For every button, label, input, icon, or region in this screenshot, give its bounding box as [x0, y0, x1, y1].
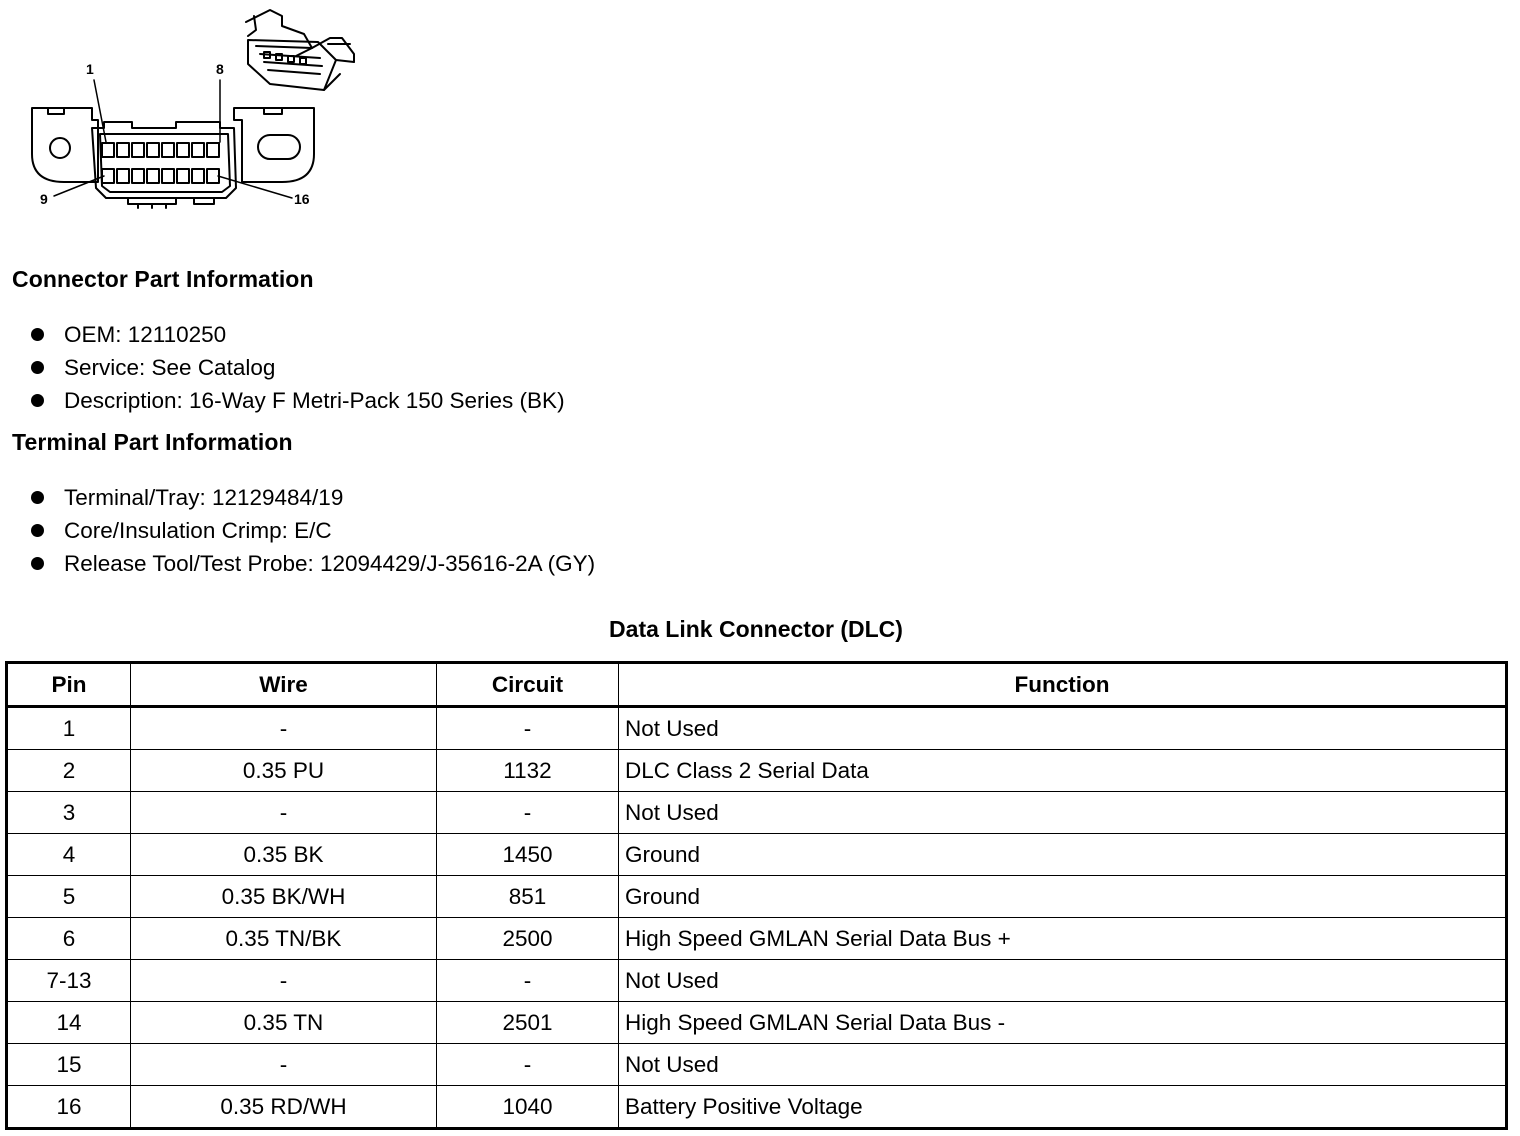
- cell-circuit: 1132: [437, 750, 619, 792]
- table-row: [7, 707, 1507, 750]
- list-item: [28, 351, 565, 384]
- cell-wire: 0.35 BK: [131, 834, 437, 876]
- bullet-icon: [31, 491, 44, 504]
- list-item: [28, 384, 565, 417]
- table-header-row: [7, 663, 1507, 707]
- table-row: [7, 792, 1507, 834]
- table-row: [7, 960, 1507, 1002]
- cell-pin: 14: [7, 1002, 131, 1044]
- pin-callout-8: 8: [216, 61, 224, 77]
- cell-pin: 15: [7, 1044, 131, 1086]
- terminal-part-info-list: [28, 481, 595, 580]
- cell-circuit: -: [437, 792, 619, 834]
- cell-wire: 0.35 RD/WH: [131, 1086, 437, 1129]
- connector-3d-view-icon: [246, 10, 354, 90]
- table-row: [7, 1044, 1507, 1086]
- bullet-icon: [31, 394, 44, 407]
- pin-cavities-bottom-row: [102, 169, 219, 183]
- column-header-wire: Wire: [131, 663, 437, 707]
- terminal-release-tool: Release Tool/Test Probe: 12094429/J-35616-2A (GY): [64, 551, 596, 576]
- cell-function: Not Used: [619, 792, 1507, 834]
- cell-wire: 0.35 TN: [131, 1002, 437, 1044]
- table-row: [7, 1086, 1507, 1129]
- cell-circuit: 1040: [437, 1086, 619, 1129]
- cell-function: High Speed GMLAN Serial Data Bus +: [619, 918, 1507, 960]
- cell-pin: 2: [7, 750, 131, 792]
- list-item: [28, 547, 595, 580]
- bullet-icon: [31, 557, 44, 570]
- connector-diagram: [20, 4, 380, 218]
- list-item: [28, 318, 565, 351]
- table-row: [7, 750, 1507, 792]
- cell-wire: 0.35 PU: [131, 750, 437, 792]
- pin-callout-1: 1: [86, 61, 94, 77]
- cell-wire: -: [131, 960, 437, 1002]
- table-title: Data Link Connector (DLC): [609, 616, 903, 642]
- pin-callout-9: 9: [40, 191, 48, 207]
- bullet-icon: [31, 361, 44, 374]
- connector-description: Description: 16-Way F Metri-Pack 150 Series (BK): [64, 388, 565, 413]
- table-row: [7, 834, 1507, 876]
- dlc-pinout-table: [5, 661, 1508, 1130]
- cell-function: Battery Positive Voltage: [619, 1086, 1507, 1129]
- table-row: [7, 876, 1507, 918]
- terminal-tray: Terminal/Tray: 12129484/19: [64, 485, 344, 510]
- cell-circuit: -: [437, 1044, 619, 1086]
- pin-cavities-top-row: [102, 143, 219, 157]
- column-header-function: Function: [619, 663, 1507, 707]
- cell-circuit: 2501: [437, 1002, 619, 1044]
- cell-function: Ground: [619, 834, 1507, 876]
- cell-pin: 6: [7, 918, 131, 960]
- cell-circuit: 2500: [437, 918, 619, 960]
- connector-oem: OEM: 12110250: [64, 322, 227, 347]
- cell-wire: -: [131, 792, 437, 834]
- cell-circuit: 851: [437, 876, 619, 918]
- connector-part-info-list: [28, 318, 565, 417]
- cell-pin: 7-13: [7, 960, 131, 1002]
- cell-pin: 4: [7, 834, 131, 876]
- list-item: [28, 481, 595, 514]
- table-row: [7, 1002, 1507, 1044]
- cell-function: High Speed GMLAN Serial Data Bus -: [619, 1002, 1507, 1044]
- cell-wire: -: [131, 1044, 437, 1086]
- cell-pin: 3: [7, 792, 131, 834]
- terminal-part-info-heading: Terminal Part Information: [12, 429, 293, 455]
- cell-function: Not Used: [619, 707, 1507, 750]
- cell-wire: -: [131, 707, 437, 750]
- column-header-pin: Pin: [7, 663, 131, 707]
- cell-circuit: -: [437, 960, 619, 1002]
- cell-function: Not Used: [619, 1044, 1507, 1086]
- terminal-crimp: Core/Insulation Crimp: E/C: [64, 518, 332, 543]
- bullet-icon: [31, 524, 44, 537]
- cell-pin: 1: [7, 707, 131, 750]
- pin-callout-16: 16: [294, 191, 310, 207]
- cell-pin: 16: [7, 1086, 131, 1129]
- cell-function: Ground: [619, 876, 1507, 918]
- cell-wire: 0.35 BK/WH: [131, 876, 437, 918]
- table-row: [7, 918, 1507, 960]
- cell-circuit: 1450: [437, 834, 619, 876]
- connector-service: Service: See Catalog: [64, 355, 276, 380]
- bullet-icon: [31, 328, 44, 341]
- list-item: [28, 514, 595, 547]
- column-header-circuit: Circuit: [437, 663, 619, 707]
- cell-circuit: -: [437, 707, 619, 750]
- cell-wire: 0.35 TN/BK: [131, 918, 437, 960]
- cell-function: Not Used: [619, 960, 1507, 1002]
- cell-pin: 5: [7, 876, 131, 918]
- cell-function: DLC Class 2 Serial Data: [619, 750, 1507, 792]
- connector-part-info-heading: Connector Part Information: [12, 266, 314, 292]
